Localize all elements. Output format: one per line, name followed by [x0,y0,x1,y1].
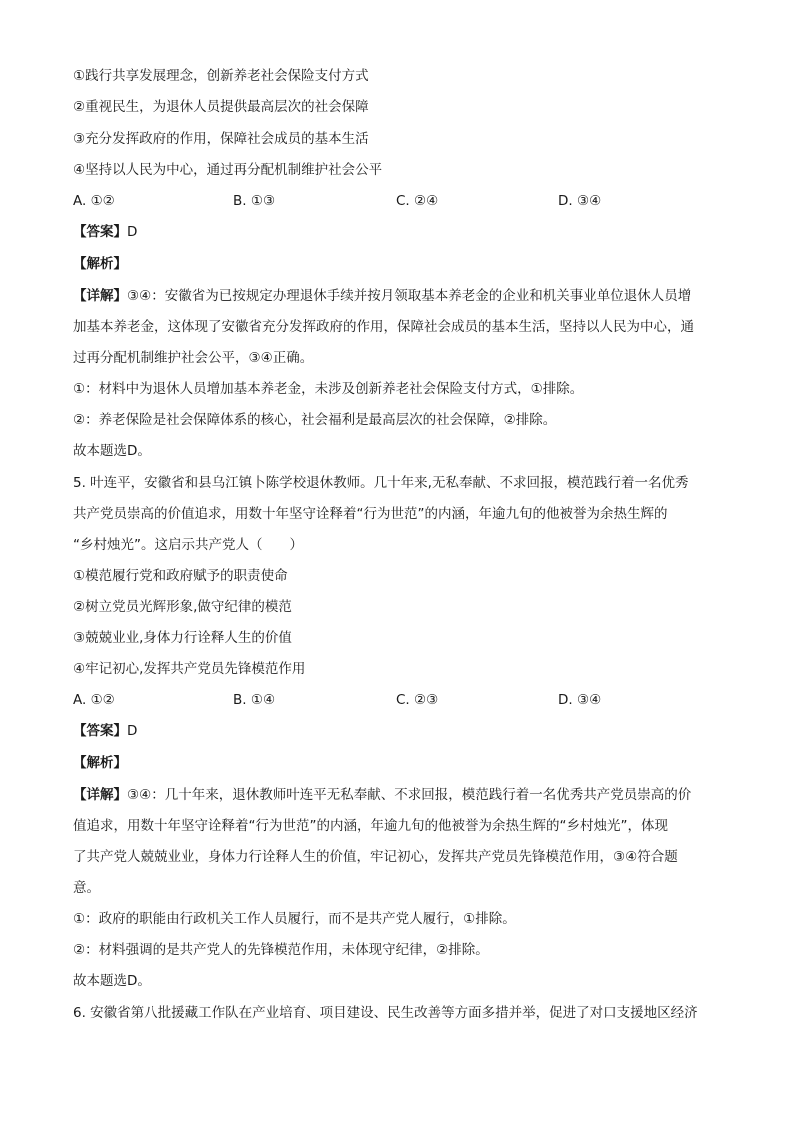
q5-detail-tag: 【详解】 [73,787,127,803]
q4-answer-line [73,224,137,240]
q4-choice-b: B. ①③ [233,193,276,209]
q5-stem-line-2: 共产党员崇高的价值追求，用数十年坚守诠释着“行为世范”的内涵，年逾九旬的他被誉为余热生辉的 [73,506,668,522]
q5-analysis-tag: 【解析】 [73,755,127,771]
q5-detail-line-3: 了共产党人兢兢业业，身体力行诠释人生的价值，牢记初心，发挥共产党员先锋模范作用，③④符合题 [73,849,678,865]
q4-exclusion-1: ①：材料中为退休人员增加基本养老金，未涉及创新养老社会保险支付方式，①排除。 [73,381,584,397]
q5-option-4: ④牢记初心,发挥共产党员先锋模范作用 [73,661,306,677]
q4-answer-tag: 【答案】 [73,224,127,240]
q5-detail-line-4: 意。 [73,880,100,896]
q4-conclusion: 故本题选D。 [73,443,151,459]
q4-answer-value: D [127,224,138,240]
q4-choice-c: C. ②④ [396,193,439,209]
q5-detail-line-2: 值追求，用数十年坚守诠释着“行为世范”的内涵，年逾九旬的他被誉为余热生辉的“乡村烛光”，体现 [73,818,668,834]
q4-choice-d: D. ③④ [558,193,602,209]
q4-option-2: ②重视民生，为退休人员提供最高层次的社会保障 [73,99,369,115]
q5-choice-c: C. ②③ [396,692,439,708]
q5-answer-value: D [127,723,138,739]
q5-answer-line [73,723,137,739]
q5-answer-tag: 【答案】 [73,723,127,739]
q4-detail-line-2: 加基本养老金，这体现了安徽省充分发挥政府的作用，保障社会成员的基本生活，坚持以人民为中心，通 [73,319,694,335]
q5-choice-a: A. ①② [73,692,115,708]
q5-stem-line-1: 5. 叶连平，安徽省和县乌江镇卜陈学校退休教师。几十年来,无私奉献、不求回报，模范践行着一名优秀 [73,475,689,491]
q5-option-1: ①模范履行党和政府赋予的职责使命 [73,568,288,584]
q4-analysis-line [73,256,127,272]
q5-exclusion-2: ②：材料强调的是共产党人的先锋模范作用，未体现守纪律，②排除。 [73,942,489,958]
q4-detail-text-1: ③④：安徽省为已按规定办理退休手续并按月领取基本养老金的企业和机关事业单位退休人员增 [127,288,692,304]
q4-exclusion-2: ②：养老保险是社会保障体系的核心，社会福利是最高层次的社会保障，②排除。 [73,412,557,428]
q5-choice-d: D. ③④ [558,692,602,708]
q5-exclusion-1: ①：政府的职能由行政机关工作人员履行，而不是共产党人履行，①排除。 [73,911,516,927]
q5-stem-line-3: “乡村烛光”。这启示共产党人（ ） [73,537,303,553]
q4-option-3: ③充分发挥政府的作用，保障社会成员的基本生活 [73,131,369,147]
q5-analysis-line [73,755,127,771]
q4-analysis-tag: 【解析】 [73,256,127,272]
q4-detail-tag: 【详解】 [73,288,127,304]
q5-choice-b: B. ①④ [233,692,276,708]
q5-option-2: ②树立党员光辉形象,做守纪律的模范 [73,599,292,615]
q5-detail-line-1 [73,787,691,803]
q5-detail-text-1: ③④：几十年来，退休教师叶连平无私奉献、不求回报，模范践行着一名优秀共产党员崇高的价 [127,787,692,803]
q5-conclusion: 故本题选D。 [73,973,151,989]
q6-stem-line-1: 6. 安徽省第八批援藏工作队在产业培育、项目建设、民生改善等方面多措并举，促进了对口支援地区经济 [73,1005,698,1021]
q4-option-1: ①践行共享发展理念，创新养老社会保险支付方式 [73,68,369,84]
q5-option-3: ③兢兢业业,身体力行诠释人生的价值 [73,630,292,646]
q4-option-4: ④坚持以人民为中心，通过再分配机制维护社会公平 [73,162,383,178]
q4-detail-line-3: 过再分配机制维护社会公平，③④正确。 [73,350,314,366]
q4-choice-a: A. ①② [73,193,115,209]
q4-detail-line-1 [73,288,691,304]
